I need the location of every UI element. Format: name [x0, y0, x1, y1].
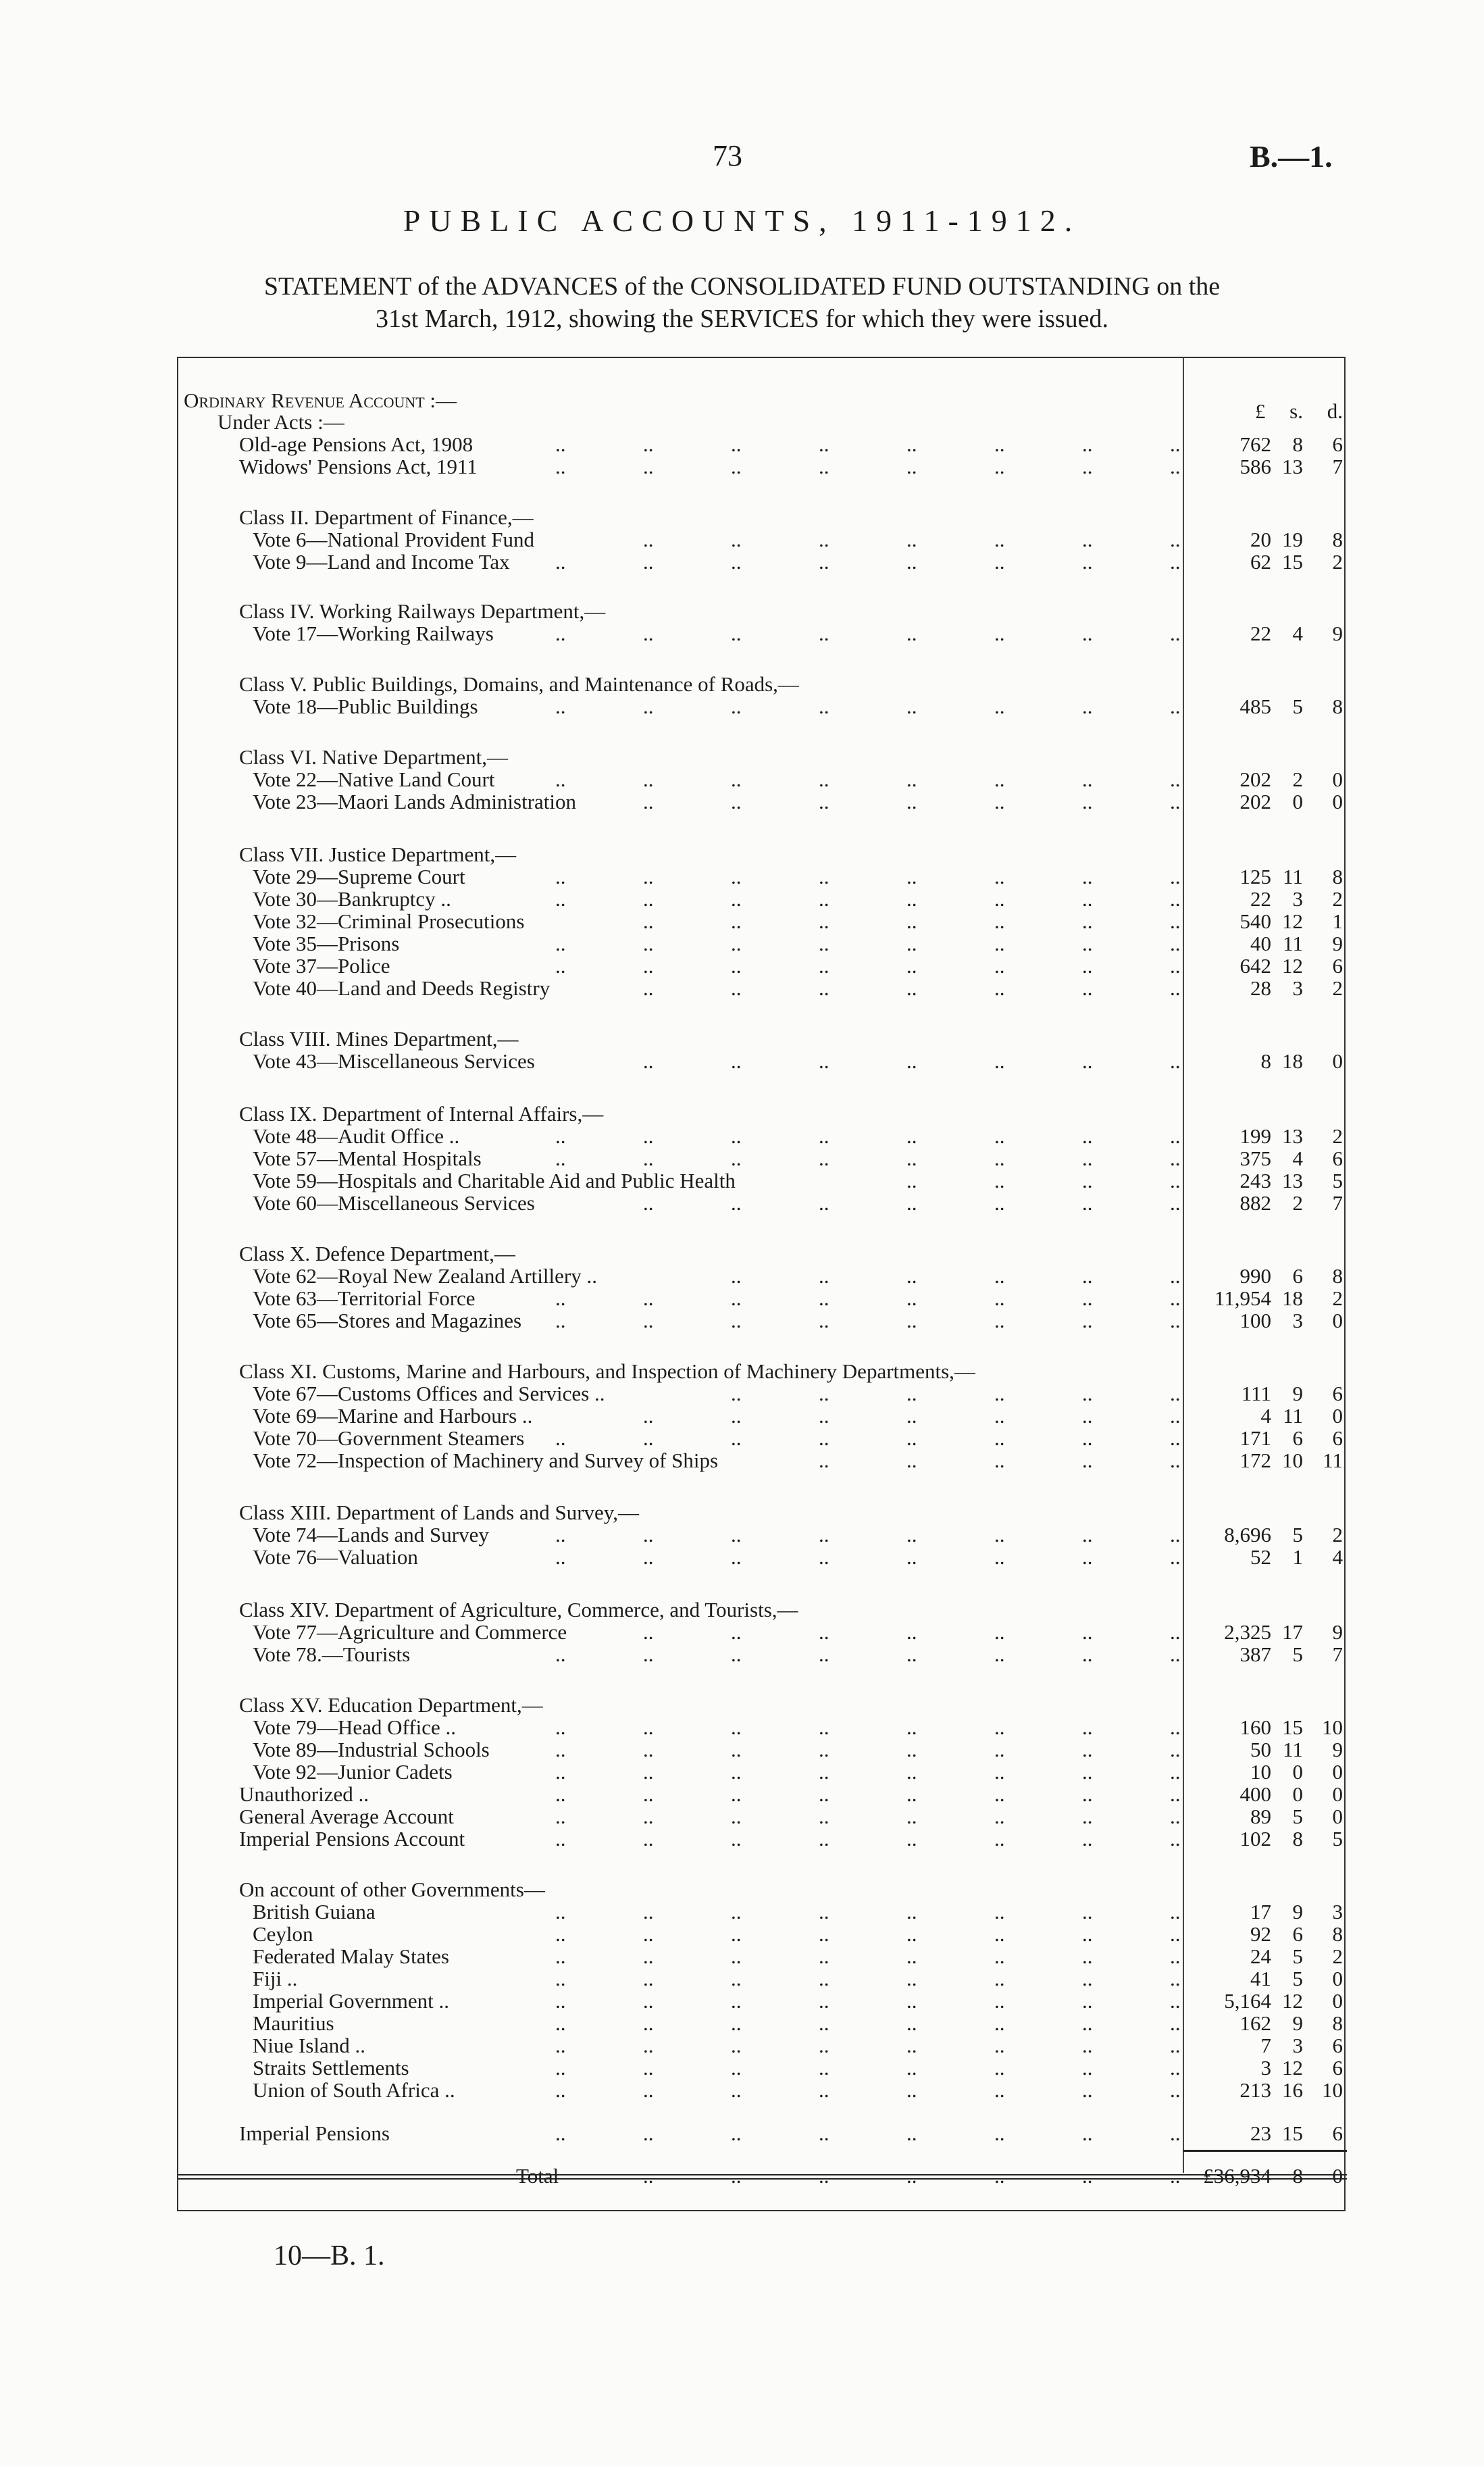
amount-pence: 0 [1332, 768, 1343, 791]
statement-line-2: 31st March, 1912, showing the SERVICES for which they were issued. [375, 305, 1109, 333]
amount-pounds: 100 [1239, 1309, 1271, 1332]
row-label: Vote 74—Lands and Survey [253, 1523, 489, 1546]
row-label: Vote 22—Native Land Court [253, 768, 495, 791]
row-label: Vote 6—National Provident Fund [253, 528, 535, 551]
amount-pounds: 5,164 [1224, 1989, 1271, 2013]
row-label: Vote 67—Customs Offices and Services .. [253, 1382, 605, 1405]
row-label: British Guiana [253, 1900, 376, 1923]
row-label: Vote 77—Agriculture and Commerce [253, 1620, 567, 1644]
amount-shillings: 13 [1282, 1124, 1303, 1148]
amount-pounds: 17 [1250, 1900, 1271, 1923]
row-label: Vote 48—Audit Office .. [253, 1124, 460, 1148]
row-label: Vote 92—Junior Cadets [253, 1760, 453, 1784]
table-row: Vote 74—Lands and Survey .. .. .. .. .. .. .. .. 8,696 5 2 [253, 1523, 1343, 1546]
amount-shillings: 19 [1282, 528, 1303, 551]
row-label: Unauthorized .. [239, 1782, 369, 1806]
row-label: Vote 30—Bankruptcy .. [253, 887, 451, 911]
amount-shillings: 2 [1292, 768, 1303, 791]
row-label: Class V. Public Buildings, Domains, and Maintenance of Roads,— [239, 672, 799, 696]
table-row: Niue Island .. .. .. .. .. .. .. .. .. 7 3 6 [253, 2034, 1343, 2057]
amount-shillings: 5 [1292, 1967, 1303, 1990]
table-row: Vote 72—Inspection of Machinery and Survey of Ships .. .. .. .. .. 172 10 11 [253, 1449, 1343, 1472]
amount-shillings: 4 [1292, 622, 1303, 645]
table-row: Vote 22—Native Land Court .. .. .. .. .. .. .. .. 202 2 0 [253, 768, 1343, 791]
amount-pence: 1 [1332, 909, 1343, 933]
amount-pounds: 990 [1239, 1264, 1271, 1288]
amount-pounds: 8 [1260, 1049, 1271, 1073]
amount-shillings: 5 [1292, 1642, 1303, 1666]
row-label: Vote 69—Marine and Harbours .. [253, 1404, 533, 1428]
amount-pence: 6 [1332, 432, 1343, 456]
amount-shillings: 3 [1292, 976, 1303, 1000]
row-label: Ceylon [253, 1922, 313, 1946]
amount-shillings: 15 [1282, 550, 1303, 574]
table-row: Straits Settlements .. .. .. .. .. .. .. .. 3 12 6 [253, 2056, 1343, 2080]
amount-pounds: 7 [1260, 2034, 1271, 2057]
table-row: Total .. .. .. .. .. .. .. £36,934 8 0 [516, 2164, 1343, 2188]
amount-pounds: 540 [1239, 909, 1271, 933]
amount-pence: 0 [1332, 1760, 1343, 1784]
amount-pence: 2 [1332, 1124, 1343, 1148]
amount-pounds: 202 [1239, 768, 1271, 791]
amount-pence: 9 [1332, 1738, 1343, 1761]
amount-shillings: 5 [1292, 1805, 1303, 1828]
amount-shillings: 15 [1282, 2121, 1303, 2145]
table-row: Mauritius .. .. .. .. .. .. .. .. 162 9 8 [253, 2011, 1343, 2035]
row-label: Fiji .. [253, 1967, 298, 1990]
pounds-header: £ [1255, 399, 1266, 423]
table-row: Vote 79—Head Office .. .. .. .. .. .. .. .. .. 160 15 10 [253, 1715, 1343, 1739]
row-label: Class II. Department of Finance,— [239, 505, 534, 529]
amount-pence: 7 [1332, 455, 1343, 478]
table-row [178, 600, 1347, 622]
table-row [178, 1242, 1347, 1265]
amount-pounds: 485 [1239, 695, 1271, 718]
amount-shillings: 3 [1292, 1309, 1303, 1332]
table-row: Union of South Africa .. .. .. .. .. .. .. .. .. 213 16 10 [253, 2078, 1343, 2102]
table-row: Ceylon .. .. .. .. .. .. .. .. 92 6 8 [253, 1922, 1343, 1946]
amount-shillings: 10 [1282, 1449, 1303, 1472]
amount-pounds: 171 [1239, 1426, 1271, 1450]
table-row: Vote 62—Royal New Zealand Artillery .. .. .. .. .. .. .. 990 6 8 [253, 1264, 1343, 1288]
amount-pounds: 162 [1239, 2011, 1271, 2035]
amount-pence: 2 [1332, 1523, 1343, 1546]
amount-shillings: 0 [1292, 1760, 1303, 1784]
amount-pounds: 89 [1250, 1805, 1271, 1828]
amount-pence: 6 [1332, 2056, 1343, 2080]
row-label: Imperial Pensions Account [239, 1827, 465, 1851]
row-label: Vote 76—Valuation [253, 1545, 418, 1569]
amount-pence: 10 [1322, 2078, 1343, 2102]
amount-shillings: 12 [1282, 954, 1303, 978]
table-row: Vote 18—Public Buildings .. .. .. .. .. .. .. .. 485 5 8 [253, 695, 1343, 718]
row-label: Vote 32—Criminal Prosecutions [253, 909, 525, 933]
table-row: Vote 67—Customs Offices and Services .. .. .. .. .. .. .. 111 9 6 [253, 1382, 1343, 1405]
row-label: Imperial Government .. [253, 1989, 449, 2013]
amount-pence: 9 [1332, 622, 1343, 645]
row-label: Class VI. Native Department,— [239, 745, 509, 769]
table-row [178, 1103, 1347, 1125]
amount-pence: 0 [1332, 1989, 1343, 2013]
row-label: Class VIII. Mines Department,— [239, 1027, 519, 1051]
amount-pounds: 400 [1239, 1782, 1271, 1806]
row-label: Ordinary Revenue Account :— [184, 388, 457, 412]
row-label: Vote 79—Head Office .. [253, 1715, 457, 1739]
row-label: Imperial Pensions [239, 2121, 390, 2145]
row-label: Class XI. Customs, Marine and Harbours, and Inspection of Machinery Departments,— [239, 1359, 975, 1383]
amount-pounds: 125 [1239, 865, 1271, 888]
table-row: Widows' Pensions Act, 1911 .. .. .. .. .. .. .. .. 586 13 7 [239, 455, 1343, 478]
table-row: Vote 48—Audit Office .. .. .. .. .. .. .. .. .. 199 13 2 [253, 1124, 1343, 1148]
amount-pence: 2 [1332, 1286, 1343, 1310]
amount-shillings: 18 [1282, 1286, 1303, 1310]
row-label: Vote 35—Prisons [253, 932, 400, 955]
table-row: Vote 92—Junior Cadets .. .. .. .. .. .. .. .. 10 0 0 [253, 1760, 1343, 1784]
shillings-header: s. [1289, 399, 1303, 423]
amount-shillings: 6 [1292, 1264, 1303, 1288]
amount-pence: 7 [1332, 1191, 1343, 1215]
table-row [178, 1360, 1347, 1382]
amount-pence: 2 [1332, 550, 1343, 574]
amount-shillings: 6 [1292, 1426, 1303, 1450]
table-row: Vote 76—Valuation .. .. .. .. .. .. .. .. 52 1 4 [253, 1545, 1343, 1569]
amount-pounds: 62 [1250, 550, 1271, 574]
row-label: Old-age Pensions Act, 1908 [239, 432, 474, 456]
document-reference: B.—1. [1250, 139, 1333, 174]
table-row [178, 1694, 1347, 1716]
amount-pounds: 28 [1250, 976, 1271, 1000]
amount-shillings: 8 [1292, 1827, 1303, 1851]
row-label: Total [516, 2164, 559, 2188]
amount-pounds: 3 [1260, 2056, 1271, 2080]
amount-pounds: 111 [1241, 1382, 1271, 1405]
amount-pounds: 4 [1260, 1404, 1271, 1428]
row-label: Vote 43—Miscellaneous Services [253, 1049, 535, 1073]
amount-shillings: 18 [1282, 1049, 1303, 1073]
amount-pence: 2 [1332, 887, 1343, 911]
table-row: Imperial Pensions Account .. .. .. .. .. .. .. .. 102 8 5 [239, 1827, 1343, 1851]
amount-pounds: 243 [1239, 1169, 1271, 1192]
amount-pence: 0 [1332, 1967, 1343, 1990]
amount-pence: 5 [1332, 1827, 1343, 1851]
amount-pounds: 8,696 [1224, 1523, 1271, 1546]
row-label: Vote 57—Mental Hospitals [253, 1147, 482, 1170]
page-number: 73 [713, 139, 742, 172]
table-row: Vote 70—Government Steamers .. .. .. .. .. .. .. .. 171 6 6 [253, 1426, 1343, 1450]
row-label: Vote 63—Territorial Force [253, 1286, 476, 1310]
table-row [178, 411, 1347, 433]
amount-pounds: 2,325 [1224, 1620, 1271, 1644]
amount-pounds: 10 [1250, 1760, 1271, 1784]
row-label: Vote 37—Police [253, 954, 390, 978]
amount-shillings: 2 [1292, 1191, 1303, 1215]
amount-shillings: 11 [1283, 932, 1303, 955]
amount-pence: 8 [1332, 695, 1343, 718]
table-row: Imperial Government .. .. .. .. .. .. .. .. .. 5,164 12 0 [253, 1989, 1343, 2013]
amount-pence: 9 [1332, 1620, 1343, 1644]
amount-pence: 8 [1332, 2011, 1343, 2035]
amount-shillings: 0 [1292, 790, 1303, 813]
row-label: Vote 62—Royal New Zealand Artillery .. [253, 1264, 597, 1288]
amount-shillings: 8 [1292, 432, 1303, 456]
amount-pence: 2 [1332, 976, 1343, 1000]
row-label: Class IX. Department of Internal Affairs,— [239, 1102, 604, 1126]
amount-pence: 11 [1323, 1449, 1343, 1472]
row-label: Vote 23—Maori Lands Administration [253, 790, 577, 813]
amount-pence: 0 [1332, 1049, 1343, 1073]
total-rule [1183, 2150, 1347, 2152]
amount-pounds: 41 [1250, 1967, 1271, 1990]
row-label: Class XIV. Department of Agriculture, Commerce, and Tourists,— [239, 1598, 798, 1621]
amount-shillings: 12 [1282, 1989, 1303, 2013]
amount-shillings: 16 [1282, 2078, 1303, 2102]
amount-pence: 9 [1332, 932, 1343, 955]
table-row: General Average Account .. .. .. .. .. .. .. .. 89 5 0 [239, 1805, 1343, 1828]
table-row: Fiji .. .. .. .. .. .. .. .. .. 41 5 0 [253, 1967, 1343, 1990]
table-row [178, 1599, 1347, 1621]
amount-pounds: £36,934 [1203, 2164, 1271, 2188]
table-row: Imperial Pensions .. .. .. .. .. .. .. .. 23 15 6 [239, 2121, 1343, 2145]
amount-pence: 0 [1332, 2164, 1343, 2188]
amount-shillings: 12 [1282, 909, 1303, 933]
amount-pounds: 23 [1250, 2121, 1271, 2145]
row-label: Vote 72—Inspection of Machinery and Survey of Ships [253, 1449, 719, 1472]
pence-header: d. [1327, 399, 1343, 423]
amount-pence: 8 [1332, 528, 1343, 551]
row-label: Vote 17—Working Railways [253, 622, 494, 645]
table-row: Vote 57—Mental Hospitals .. .. .. .. .. .. .. .. 375 4 6 [253, 1147, 1343, 1170]
row-label: Federated Malay States [253, 1944, 449, 1968]
amount-pence: 5 [1332, 1169, 1343, 1192]
row-label: Niue Island .. [253, 2034, 366, 2057]
amount-shillings: 12 [1282, 2056, 1303, 2080]
row-label: Straits Settlements [253, 2056, 409, 2080]
table-row: Vote 9—Land and Income Tax .. .. .. .. .. .. .. .. 62 15 2 [253, 550, 1343, 574]
row-label: Vote 60—Miscellaneous Services [253, 1191, 535, 1215]
amount-shillings: 4 [1292, 1147, 1303, 1170]
table-row [178, 746, 1347, 768]
amount-shillings: 11 [1283, 1738, 1303, 1761]
amount-pence: 4 [1332, 1545, 1343, 1569]
table-row: Vote 35—Prisons .. .. .. .. .. .. .. .. 40 11 9 [253, 932, 1343, 955]
amount-shillings: 13 [1282, 1169, 1303, 1192]
row-label: Class IV. Working Railways Department,— [239, 599, 606, 623]
amount-pounds: 160 [1239, 1715, 1271, 1739]
amount-pounds: 642 [1239, 954, 1271, 978]
table-row: Vote 30—Bankruptcy .. .. .. .. .. .. .. .. .. 22 3 2 [253, 887, 1343, 911]
amount-shillings: 13 [1282, 455, 1303, 478]
amount-pence: 8 [1332, 1922, 1343, 1946]
statement-heading [0, 270, 1484, 335]
amount-shillings: 0 [1292, 1782, 1303, 1806]
row-label: Vote 89—Industrial Schools [253, 1738, 490, 1761]
table-row [178, 843, 1347, 865]
amount-pounds: 199 [1239, 1124, 1271, 1148]
table-row [178, 673, 1347, 695]
table-row [178, 506, 1347, 528]
table-row: Vote 40—Land and Deeds Registry .. .. .. .. .. .. .. 28 3 2 [253, 976, 1343, 1000]
amount-pence: 6 [1332, 1147, 1343, 1170]
table-row: Vote 23—Maori Lands Administration .. .. .. .. .. .. .. 202 0 0 [253, 790, 1343, 813]
table-row: Vote 65—Stores and Magazines .. .. .. .. .. .. .. .. 100 3 0 [253, 1309, 1343, 1332]
table-row [178, 389, 1347, 411]
row-label: Vote 59—Hospitals and Charitable Aid and Public Health [253, 1169, 736, 1192]
amount-shillings: 11 [1283, 865, 1303, 888]
amount-pence: 6 [1332, 2121, 1343, 2145]
amount-pounds: 24 [1250, 1944, 1271, 1968]
row-label: On account of other Governments— [239, 1878, 545, 1901]
amount-pounds: 375 [1239, 1147, 1271, 1170]
advances-table [177, 357, 1346, 2211]
amount-pence: 8 [1332, 1264, 1343, 1288]
amount-pounds: 11,954 [1214, 1286, 1271, 1310]
table-row: Vote 77—Agriculture and Commerce .. .. .. .. .. .. .. 2,325 17 9 [253, 1620, 1343, 1644]
row-label: Vote 18—Public Buildings [253, 695, 478, 718]
table-row [178, 1501, 1347, 1524]
amount-pounds: 20 [1250, 528, 1271, 551]
table-row: Vote 43—Miscellaneous Services .. .. .. .. .. .. .. 8 18 0 [253, 1049, 1343, 1073]
amount-pounds: 202 [1239, 790, 1271, 813]
table-row: Vote 89—Industrial Schools .. .. .. .. .. .. .. .. 50 11 9 [253, 1738, 1343, 1761]
amount-pounds: 172 [1239, 1449, 1271, 1472]
amount-pounds: 213 [1239, 2078, 1271, 2102]
row-label: Class VII. Justice Department,— [239, 842, 517, 866]
amount-shillings: 8 [1292, 2164, 1303, 2188]
row-label: Class XIII. Department of Lands and Survey,— [239, 1501, 640, 1524]
row-label: Class X. Defence Department,— [239, 1242, 515, 1265]
row-label: Vote 29—Supreme Court [253, 865, 465, 888]
amount-pounds: 92 [1250, 1922, 1271, 1946]
amount-shillings: 3 [1292, 887, 1303, 911]
amount-pounds: 882 [1239, 1191, 1271, 1215]
table-row: Vote 32—Criminal Prosecutions .. .. .. .. .. .. .. 540 12 1 [253, 909, 1343, 933]
row-label: Vote 40—Land and Deeds Registry [253, 976, 551, 1000]
amount-pounds: 22 [1250, 887, 1271, 911]
amount-pence: 0 [1332, 1782, 1343, 1806]
row-label: Vote 9—Land and Income Tax [253, 550, 510, 574]
amount-shillings: 6 [1292, 1922, 1303, 1946]
amount-pounds: 40 [1250, 932, 1271, 955]
statement-line-1: STATEMENT of the ADVANCES of the CONSOLIDATED FUND OUTSTANDING on the [263, 272, 1221, 301]
amount-shillings: 15 [1282, 1715, 1303, 1739]
amount-pence: 0 [1332, 1309, 1343, 1332]
amount-pence: 6 [1332, 954, 1343, 978]
table-row: Vote 63—Territorial Force .. .. .. .. .. .. .. .. 11,954 18 2 [253, 1286, 1343, 1310]
amount-pence: 0 [1332, 1805, 1343, 1828]
amount-shillings: 3 [1292, 2034, 1303, 2057]
amount-shillings: 5 [1292, 695, 1303, 718]
row-label: General Average Account [239, 1805, 454, 1828]
amount-pence: 0 [1332, 1404, 1343, 1428]
table-row: Vote 59—Hospitals and Charitable Aid and Public Health .. .. .. .. 243 13 5 [253, 1169, 1343, 1192]
amount-pence: 2 [1332, 1944, 1343, 1968]
amount-pounds: 387 [1239, 1642, 1271, 1666]
row-label: Vote 65—Stores and Magazines [253, 1309, 522, 1332]
amount-pounds: 586 [1239, 455, 1271, 478]
table-row: Vote 69—Marine and Harbours .. .. .. .. .. .. .. .. 4 11 0 [253, 1404, 1343, 1428]
row-label: Vote 78.—Tourists [253, 1642, 411, 1666]
amount-pounds: 22 [1250, 622, 1271, 645]
table-row: Old-age Pensions Act, 1908 .. .. .. .. .. .. .. .. 762 8 6 [239, 432, 1343, 456]
table-row [178, 1028, 1347, 1050]
amount-pounds: 762 [1239, 432, 1271, 456]
amount-shillings: 9 [1292, 2011, 1303, 2035]
amount-shillings: 9 [1292, 1382, 1303, 1405]
table-row: Vote 17—Working Railways .. .. .. .. .. .. .. .. 22 4 9 [253, 622, 1343, 645]
amount-shillings: 5 [1292, 1944, 1303, 1968]
amount-pence: 6 [1332, 2034, 1343, 2057]
amount-pence: 6 [1332, 1382, 1343, 1405]
amount-pounds: 50 [1250, 1738, 1271, 1761]
table-row: Vote 60—Miscellaneous Services .. .. .. .. .. .. .. 882 2 7 [253, 1191, 1343, 1215]
amount-pence: 6 [1332, 1426, 1343, 1450]
amount-pounds: 102 [1239, 1827, 1271, 1851]
amount-pounds: 52 [1250, 1545, 1271, 1569]
table-row: Vote 78.—Tourists .. .. .. .. .. .. .. .. 387 5 7 [253, 1642, 1343, 1666]
amount-pence: 7 [1332, 1642, 1343, 1666]
amount-pence: 3 [1332, 1900, 1343, 1923]
table-row: British Guiana .. .. .. .. .. .. .. .. 17 9 3 [253, 1900, 1343, 1923]
page-title: PUBLIC ACCOUNTS, 1911-1912. [403, 203, 1081, 238]
table-row: Vote 37—Police .. .. .. .. .. .. .. .. 642 12 6 [253, 954, 1343, 978]
amount-shillings: 1 [1292, 1545, 1303, 1569]
amount-shillings: 5 [1292, 1523, 1303, 1546]
row-label: Union of South Africa .. [253, 2078, 455, 2102]
amount-shillings: 17 [1282, 1620, 1303, 1644]
table-row: Federated Malay States .. .. .. .. .. .. .. .. 24 5 2 [253, 1944, 1343, 1968]
amount-shillings: 11 [1283, 1404, 1303, 1428]
row-label: Mauritius [253, 2011, 334, 2035]
amount-pence: 0 [1332, 790, 1343, 813]
table-row: Vote 6—National Provident Fund .. .. .. .. .. .. .. 20 19 8 [253, 528, 1343, 551]
table-row: Vote 29—Supreme Court .. .. .. .. .. .. .. .. 125 11 8 [253, 865, 1343, 888]
table-row [178, 1878, 1347, 1901]
amount-pence: 10 [1322, 1715, 1343, 1739]
amount-pence: 8 [1332, 865, 1343, 888]
footer-signature: 10—B. 1. [274, 2240, 385, 2271]
table-row: Unauthorized .. .. .. .. .. .. .. .. .. 400 0 0 [239, 1782, 1343, 1806]
row-label: Widows' Pensions Act, 1911 [239, 455, 478, 478]
row-label: Vote 70—Government Steamers [253, 1426, 525, 1450]
row-label: Under Acts :— [218, 410, 344, 434]
row-label: Class XV. Education Department,— [239, 1693, 543, 1717]
amount-shillings: 9 [1292, 1900, 1303, 1923]
